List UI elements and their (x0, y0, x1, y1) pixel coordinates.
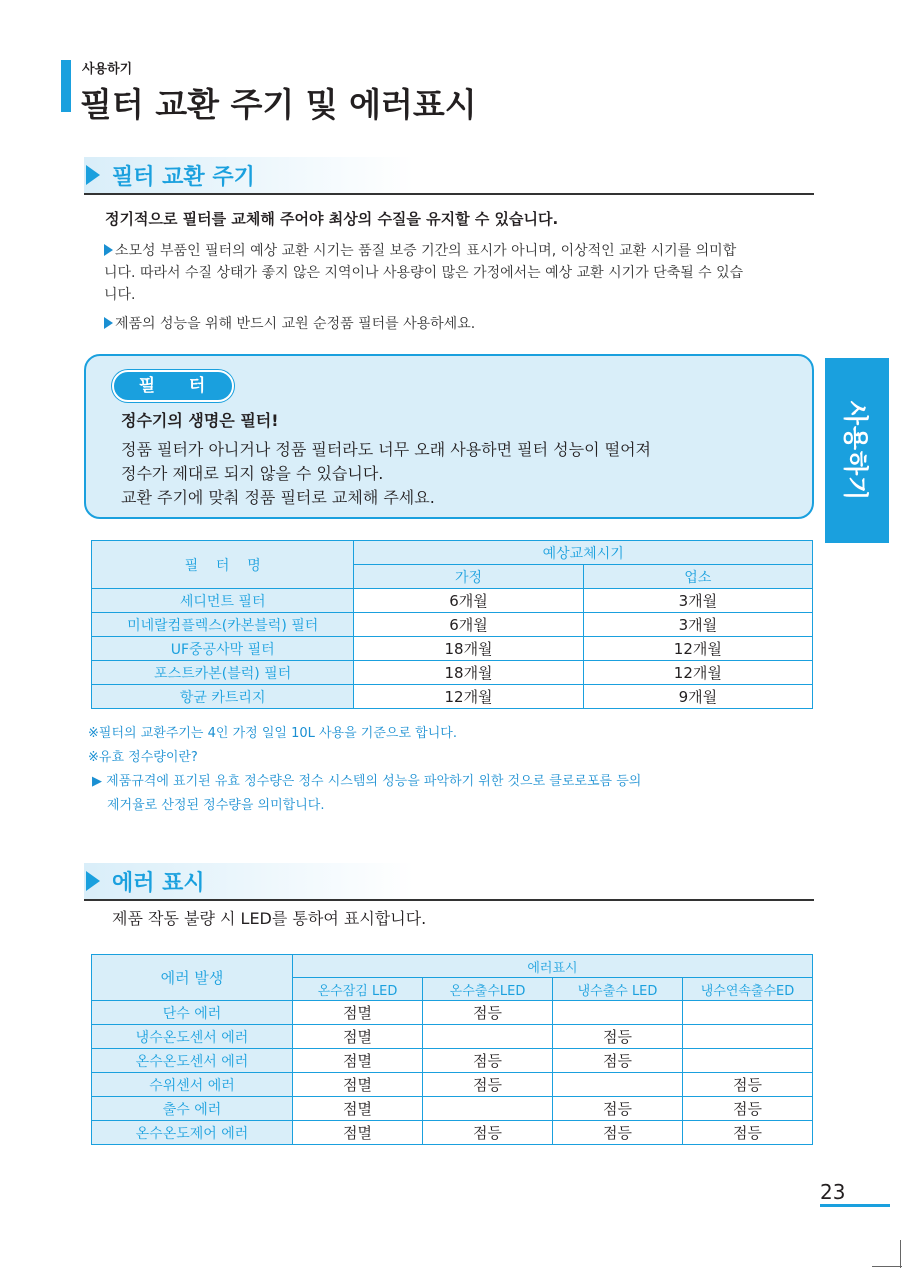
bullet-text: 소모성 부품인 필터의 예상 교환 시기는 품질 보증 기간의 표시가 아니며, 이상적인 교환 시기를 의미합니다. 따라서 수질 상태가 좋지 않은 지역이나 사용량이 많은 가정에서는 예상 교환 시기가 단축될 수 있습니다. (104, 243, 744, 303)
home-cycle-cell: 6개월 (354, 589, 583, 613)
table-header-led: 온수잠김 LED (293, 978, 423, 1001)
home-cycle-cell: 18개월 (354, 661, 583, 685)
business-cycle-cell: 12개월 (583, 637, 812, 661)
table-row (92, 1025, 813, 1049)
led-cell: 점등 (683, 1073, 813, 1097)
error-name-cell: 온수온도센서 에러 (92, 1049, 293, 1073)
note-text: 제거율로 산정된 정수량을 의미합니다. (107, 798, 325, 813)
led-cell: 점등 (683, 1097, 813, 1121)
led-cell: 점등 (423, 1001, 553, 1025)
table-header-error: 에러 발생 (92, 955, 293, 1001)
table-header-home: 가정 (354, 565, 583, 589)
led-cell: 점등 (683, 1121, 813, 1145)
note-text: ▶ 제품규격에 표기된 유효 정수량은 정수 시스템의 성능을 파악하기 위한 것으로 클로로포름 등의 (92, 774, 642, 789)
led-cell: 점등 (423, 1121, 553, 1145)
table-header-group: 에러표시 (293, 955, 813, 978)
section-heading-error-display (84, 861, 814, 901)
table-header-led: 온수출수LED (423, 978, 553, 1001)
table-header-led: 냉수출수 LED (553, 978, 683, 1001)
led-cell: 점등 (553, 1049, 683, 1073)
filter-replacement-table (91, 540, 813, 709)
error-name-cell: 냉수온도센서 에러 (92, 1025, 293, 1049)
led-cell (553, 1001, 683, 1025)
side-tab-label: 사용하기 (841, 400, 870, 501)
error-name-cell: 수위센서 에러 (92, 1073, 293, 1097)
led-cell: 점등 (553, 1025, 683, 1049)
table-row (92, 589, 813, 613)
callout-line: 정품 필터가 아니거나 정품 필터라도 너무 오래 사용하면 필터 성능이 떨어져 (121, 440, 651, 459)
led-cell: 점등 (553, 1097, 683, 1121)
led-cell: 점멸 (293, 1025, 423, 1049)
note-text: ※유효 정수량이란? (88, 750, 198, 765)
section-heading-label: 에러 표시 (112, 871, 205, 896)
error-name-cell: 출수 에러 (92, 1097, 293, 1121)
led-cell (553, 1073, 683, 1097)
led-cell (683, 1001, 813, 1025)
filter-name-cell: 포스트카본(블럭) 필터 (92, 661, 354, 685)
home-cycle-cell: 12개월 (354, 685, 583, 709)
callout-title: 정수기의 생명은 필터! (121, 411, 279, 430)
note-text: ※필터의 교환주기는 4인 가정 일일 10L 사용을 기준으로 합니다. (88, 726, 457, 741)
header-accent-bar (61, 60, 71, 112)
business-cycle-cell: 9개월 (583, 685, 812, 709)
triangle-bullet-icon (104, 244, 113, 256)
section-heading-filter-cycle (84, 155, 814, 195)
business-cycle-cell: 3개월 (583, 613, 812, 637)
led-cell: 점멸 (293, 1049, 423, 1073)
table-row (92, 1001, 813, 1025)
crop-mark (872, 1266, 902, 1267)
table-row (92, 1097, 813, 1121)
led-cell (423, 1025, 553, 1049)
callout-body (121, 438, 801, 510)
led-cell (423, 1097, 553, 1121)
error-name-cell: 단수 에러 (92, 1001, 293, 1025)
filter-name-cell: 항균 카트리지 (92, 685, 354, 709)
home-cycle-cell: 18개월 (354, 637, 583, 661)
table-header-group: 예상교체시기 (354, 541, 813, 565)
table-row (92, 685, 813, 709)
led-cell: 점멸 (293, 1001, 423, 1025)
led-cell (683, 1049, 813, 1073)
page-number: 23 (820, 1180, 846, 1204)
bullet-item (104, 240, 744, 306)
error-statement: 제품 작동 불량 시 LED를 통하여 표시합니다. (112, 909, 427, 928)
table-row (92, 1121, 813, 1145)
callout-line: 교환 주기에 맞춰 정품 필터로 교체해 주세요. (121, 488, 435, 507)
filter-name-cell: 세디먼트 필터 (92, 589, 354, 613)
filter-name-cell: UF중공사막 필터 (92, 637, 354, 661)
business-cycle-cell: 3개월 (583, 589, 812, 613)
side-chapter-tab (825, 358, 889, 543)
triangle-bullet-icon (104, 317, 113, 329)
led-cell: 점등 (423, 1073, 553, 1097)
table-row (92, 661, 813, 685)
crop-mark (900, 1240, 901, 1268)
section-heading-label: 필터 교환 주기 (112, 165, 255, 190)
page-title: 필터 교환 주기 및 에러표시 (80, 85, 477, 124)
business-cycle-cell: 12개월 (583, 661, 812, 685)
led-cell: 점멸 (293, 1121, 423, 1145)
led-cell (683, 1025, 813, 1049)
table-row (92, 613, 813, 637)
triangle-right-icon (86, 871, 100, 891)
led-cell: 점멸 (293, 1097, 423, 1121)
led-cell: 점멸 (293, 1073, 423, 1097)
page-number-rule (820, 1204, 890, 1207)
led-cell: 점등 (553, 1121, 683, 1145)
table-header-filter-name: 필 터 명 (92, 541, 354, 589)
table-row (92, 1073, 813, 1097)
error-display-table (91, 954, 813, 1145)
bold-statement: 정기적으로 필터를 교체해 주어야 최상의 수질을 유지할 수 있습니다. (105, 210, 559, 228)
table-row (92, 1049, 813, 1073)
callout-pill-label: 필 터 (112, 370, 234, 402)
table-row (92, 637, 813, 661)
led-cell: 점등 (423, 1049, 553, 1073)
table-header-led: 냉수연속출수ED (683, 978, 813, 1001)
triangle-right-icon (86, 165, 100, 185)
callout-line: 정수가 제대로 되지 않을 수 있습니다. (121, 464, 384, 483)
bullet-text: 제품의 성능을 위해 반드시 교원 순정품 필터를 사용하세요. (115, 316, 476, 332)
home-cycle-cell: 6개월 (354, 613, 583, 637)
error-name-cell: 온수온도제어 에러 (92, 1121, 293, 1145)
table-header-business: 업소 (583, 565, 812, 589)
bullet-item (104, 313, 744, 335)
filter-callout-box (84, 354, 814, 519)
filter-name-cell: 미네랄컴플렉스(카본블럭) 필터 (92, 613, 354, 637)
page-category: 사용하기 (82, 62, 133, 77)
